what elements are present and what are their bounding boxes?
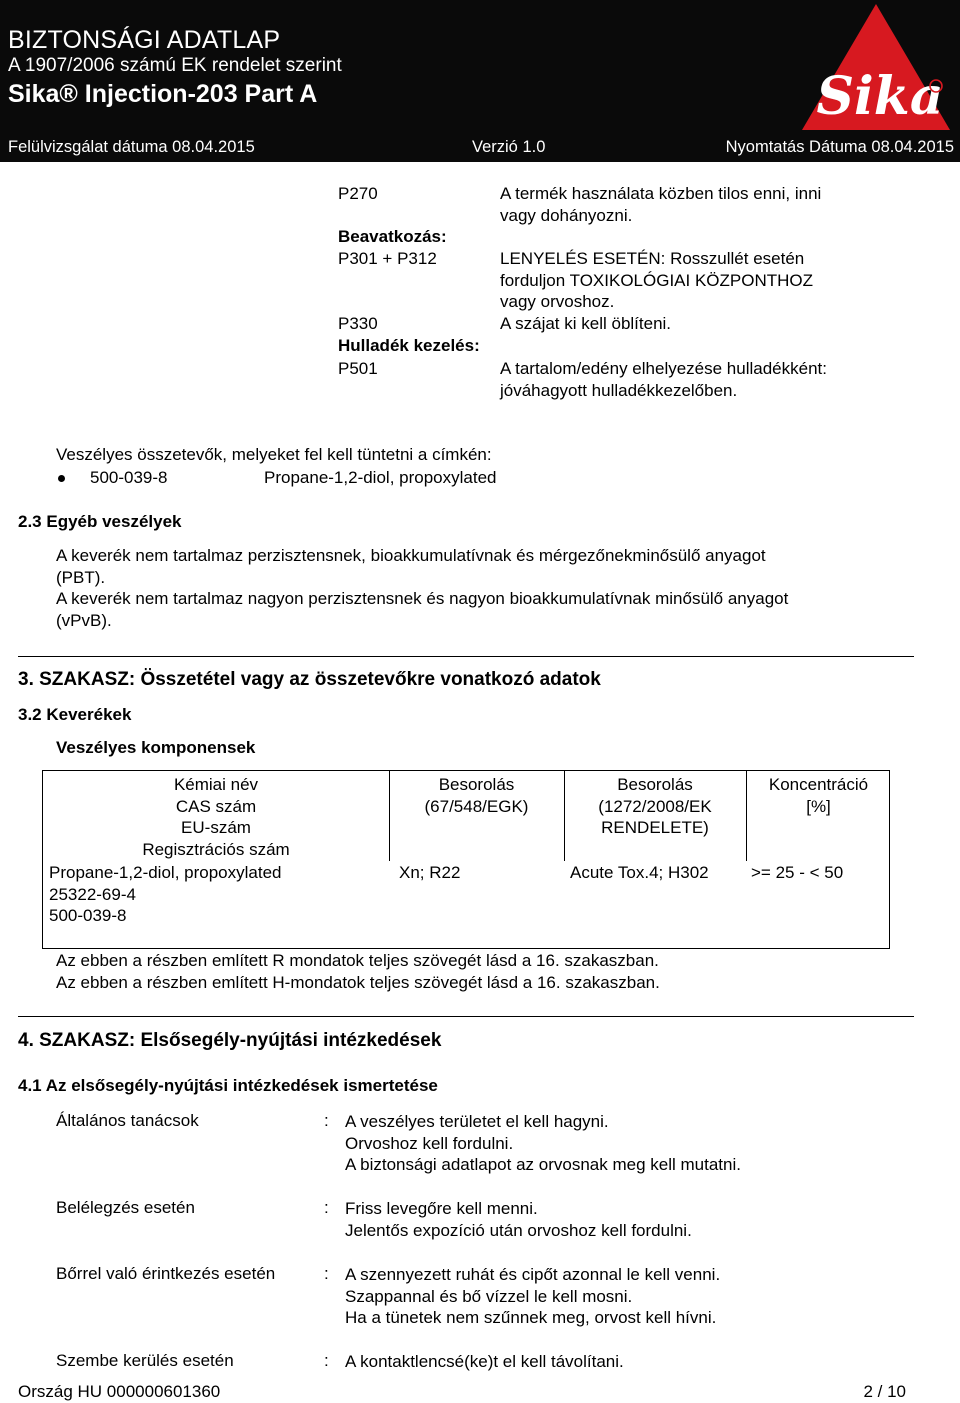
sika-logo	[800, 2, 952, 132]
header-classification-1272	[564, 774, 746, 839]
general-advice-label: Általános tanácsok	[56, 1111, 199, 1130]
component-ec: 500-039-8	[49, 906, 127, 925]
component-name: Propane-1,2-diol, propoxylated	[49, 863, 282, 882]
eye-contact-text	[345, 1351, 624, 1373]
advice-line: A kontaktlencsé(ke)t el kell távolítani.	[345, 1352, 624, 1371]
document-title: BIZTONSÁGI ADATLAP	[8, 26, 281, 54]
p330-code: P330	[338, 314, 378, 333]
print-date: Nyomtatás Dátuma 08.04.2015	[725, 138, 954, 156]
header-meta-row	[0, 138, 960, 158]
eye-contact-label: Szembe kerülés esetén	[56, 1351, 234, 1370]
p270-text-line: A termék használata közben tilos enni, inni	[500, 184, 822, 203]
table-row	[49, 862, 281, 927]
general-advice-text	[345, 1111, 741, 1176]
pbt-statement	[56, 545, 788, 631]
advice-line: Ha a tünetek nem szűnnek meg, orvost kell hívni.	[345, 1308, 717, 1327]
p301-code: P301 + P312	[338, 249, 437, 268]
header-line: (67/548/EGK)	[424, 796, 529, 816]
product-name: Sika® Injection-203 Part A	[8, 80, 318, 108]
colon: :	[324, 1198, 329, 1217]
header-classification-67	[389, 774, 564, 817]
label-component-ec: 500-039-8	[90, 468, 168, 487]
inhalation-text	[345, 1198, 692, 1241]
h-phrases-note: Az ebben a részben említett H-mondatok teljes szövegét lásd a 16. szakaszban.	[56, 973, 660, 992]
vpvb-line: A keverék nem tartalmaz nagyon perzisztensnek és nagyon bioakkumulatívnak minősülő anyagot	[56, 589, 789, 608]
header-line: (1272/2008/EK	[598, 796, 712, 816]
header-chemical-name	[43, 774, 389, 860]
section-3-2-heading: 3.2 Keverékek	[18, 705, 132, 724]
p270-text	[500, 183, 821, 226]
p301-text-line: vagy orvoshoz.	[500, 292, 615, 311]
r-phrases-note: Az ebben a részben említett R mondatok teljes szövegét lásd a 16. szakaszban.	[56, 951, 659, 970]
response-heading: Beavatkozás:	[338, 227, 447, 246]
header-line: Besorolás	[617, 775, 693, 794]
header-line: Koncentráció	[768, 775, 869, 794]
p301-text	[500, 248, 813, 313]
bullet-icon	[58, 475, 65, 482]
header-line: EU-szám	[181, 818, 251, 837]
advice-line: Szappannal és bő vízzel le kell mosni.	[345, 1286, 633, 1306]
advice-line: A biztonsági adatlapot az orvosnak meg kell mutatni.	[345, 1155, 741, 1174]
colon: :	[324, 1111, 329, 1130]
section-divider	[18, 1016, 914, 1017]
skin-contact-text	[345, 1264, 720, 1329]
component-class-1272: Acute Tox.4; H302	[570, 863, 709, 882]
section-4-heading: 4. SZAKASZ: Elsősegély-nyújtási intézkedések	[18, 1030, 442, 1051]
p501-text-line: jóváhagyott hulladékkezelőben.	[500, 380, 738, 400]
p270-text-line: vagy dohányozni.	[500, 205, 633, 225]
document-header	[0, 0, 960, 162]
advice-line: Friss levegőre kell menni.	[345, 1199, 538, 1218]
advice-line: A veszélyes területet el kell hagyni.	[345, 1112, 609, 1131]
p501-text	[500, 358, 827, 401]
version-label: Verzió 1.0	[472, 138, 546, 156]
pbt-line: A keverék nem tartalmaz perzisztensnek, bioakkumulatívnak és mérgezőnekminősülő anyagot	[56, 546, 766, 565]
header-line: Besorolás	[438, 775, 515, 794]
header-concentration	[746, 774, 891, 817]
advice-line: Orvoshoz kell fordulni.	[345, 1133, 514, 1153]
label-components-intro: Veszélyes összetevők, melyeket fel kell tüntetni a címkén:	[56, 445, 492, 464]
hazardous-components-heading: Veszélyes komponensek	[56, 738, 256, 757]
p301-text-line: LENYELÉS ESETÉN: Rosszullét esetén	[500, 249, 805, 268]
p501-code: P501	[338, 359, 378, 378]
header-line: CAS szám	[175, 796, 257, 816]
component-concentration: >= 25 - < 50	[751, 863, 844, 882]
footer-country-code: Ország HU 000000601360	[18, 1382, 221, 1401]
inhalation-label: Belélegzés esetén	[56, 1198, 195, 1217]
components-table	[42, 770, 890, 949]
header-line: [%]	[806, 796, 831, 816]
skin-contact-label: Bőrrel való érintkezés esetén	[56, 1264, 276, 1283]
p270-code: P270	[338, 184, 378, 203]
p330-text: A szájat ki kell öblíteni.	[500, 314, 672, 333]
p501-text-line: A tartalom/edény elhelyezése hulladékként:	[500, 359, 827, 378]
header-line: RENDELETE)	[601, 818, 709, 837]
header-line: Kémiai név	[173, 775, 259, 794]
colon: :	[324, 1264, 329, 1283]
label-component-name: Propane-1,2-diol, propoxylated	[264, 468, 497, 487]
regulation-line: A 1907/2006 számú EK rendelet szerint	[8, 55, 342, 76]
header-line: Regisztrációs szám	[142, 839, 290, 859]
section-2-3-heading: 2.3 Egyéb veszélyek	[18, 512, 182, 531]
section-4-1-heading: 4.1 Az elsősegély-nyújtási intézkedések ismertetése	[18, 1076, 438, 1095]
sika-logo-wordmark: Sika	[816, 66, 944, 127]
page-number: 2 / 10	[863, 1382, 906, 1401]
review-date: Felülvizsgálat dátuma 08.04.2015	[8, 138, 255, 156]
disposal-heading: Hulladék kezelés:	[338, 336, 480, 355]
pbt-line: (PBT).	[56, 567, 106, 587]
component-class-67: Xn; R22	[399, 863, 461, 882]
section-3-heading: 3. SZAKASZ: Összetétel vagy az összetevőkre vonatkozó adatok	[18, 669, 601, 690]
p301-text-line: forduljon TOXIKOLÓGIAI KÖZPONTHOZ	[500, 270, 814, 290]
advice-line: Jelentős expozíció után orvoshoz kell fordulni.	[345, 1220, 692, 1240]
advice-line: A szennyezett ruhát és cipőt azonnal le kell venni.	[345, 1265, 721, 1284]
section-divider	[18, 656, 914, 657]
component-cas: 25322-69-4	[49, 884, 136, 904]
vpvb-line: (vPvB).	[56, 610, 112, 630]
colon: :	[324, 1351, 329, 1370]
